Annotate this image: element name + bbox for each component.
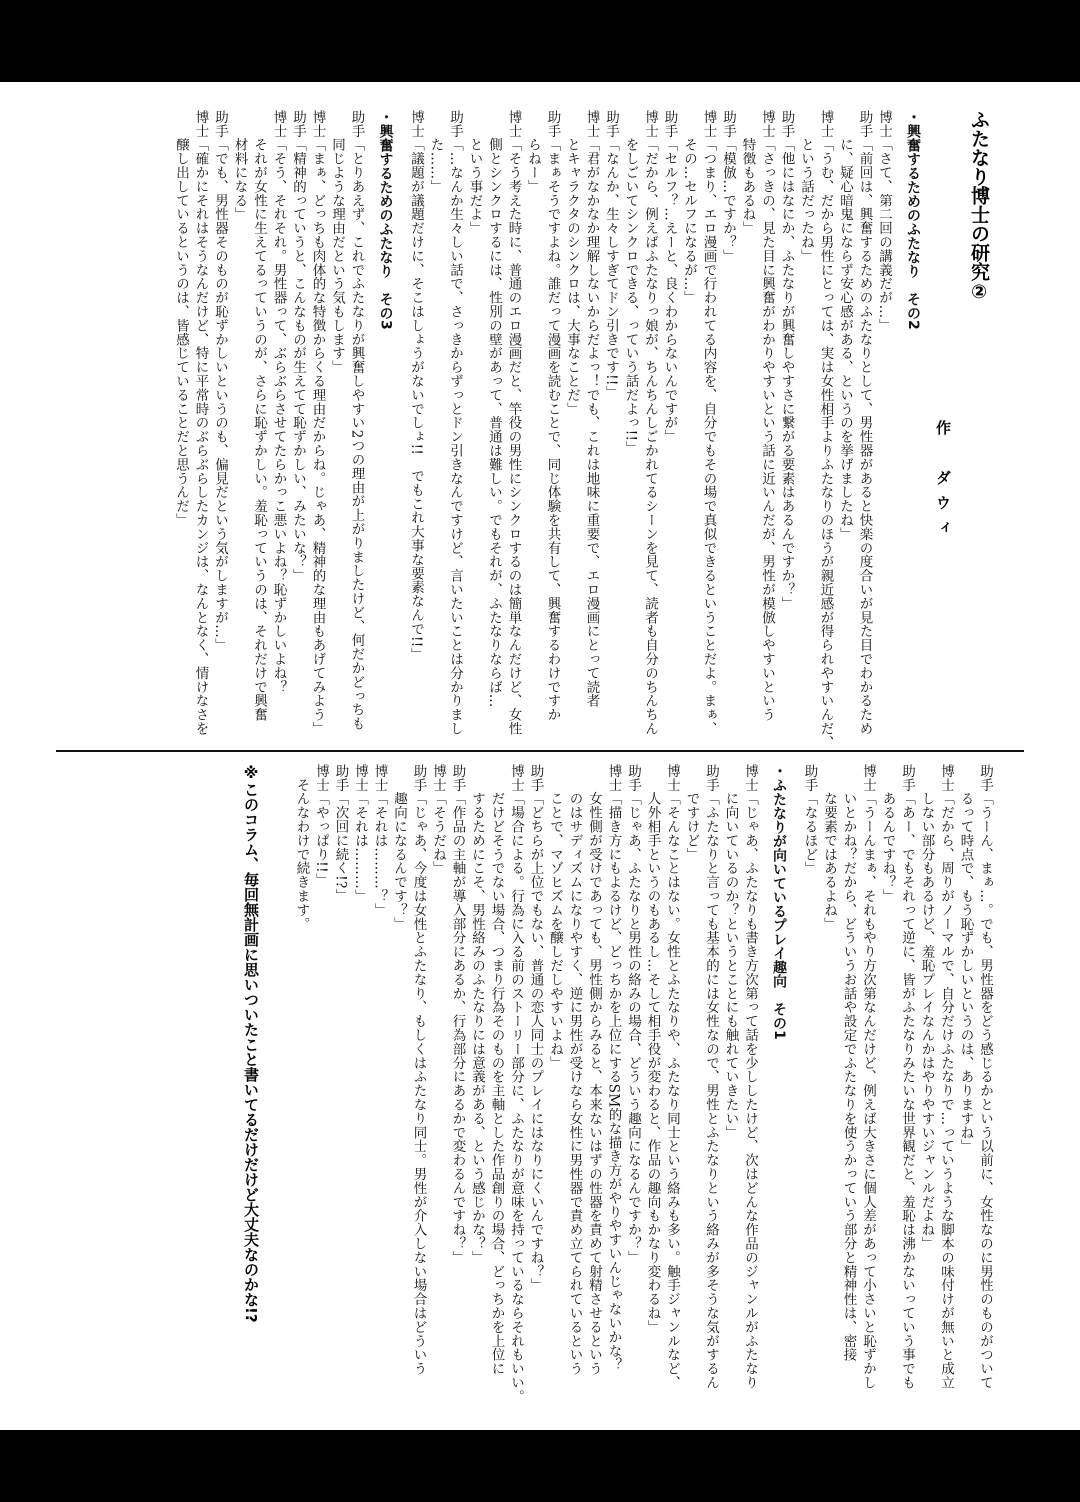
text-line: という話だったね」 bbox=[798, 110, 814, 263]
text-line: 助手「あー、でもそれって逆に、皆がふたなりみたいな世界観だと、羞恥は沸かないっていう事でも bbox=[899, 764, 915, 1390]
text-line: 博士「場合による。行為に入る前のストーリー部分に、ふたなりが意味を持っているならそれもいい。 bbox=[508, 764, 524, 1404]
text-line: それが女性に生えてるっていうのが、さらに恥ずかしい。羞恥っていうのは、それだけで興奮 bbox=[251, 110, 267, 722]
text-line: とキャラクタのシンクロは、大事なことだ」 bbox=[564, 110, 580, 416]
text-line: 助手「作品の主軸が導入部分にあるか、行為部分にあるかで変わるんですね？」 bbox=[449, 764, 466, 1265]
text-line: 博士「確かにそれはそうなんだけど、特に平常時のぶらぶらしたカンジは、なんとなく、情けなさを bbox=[192, 110, 209, 736]
text-line: ことで、マゾヒズムを醸しだしやすいよね」 bbox=[547, 764, 563, 1070]
text-line: 材料になる」 bbox=[231, 110, 248, 222]
text-line: 助手「でも、男性器そのものが恥ずかしいというのも、偏見だという気がしますが…」 bbox=[212, 110, 228, 653]
text-line: 博士「さっきの、見た目に興奮がわかりやすいという話に近いんだが、男性が模倣しやすいという bbox=[759, 110, 775, 722]
text-line: という事だよ」 bbox=[466, 110, 483, 236]
text-line: 助手「精神的っていうと、こんなものが生えてて恥ずかしい、みたいな？」 bbox=[290, 110, 306, 583]
text-line: 人外相手というのもあるし…そして相手役が変わると、作品の趣向もかなり変わるね」 bbox=[644, 764, 661, 1334]
author-credit: 作 ダウィ bbox=[934, 420, 952, 545]
text-line: 博士「さて、第二回の講義だが…」 bbox=[876, 110, 892, 333]
text-line: 助手「なるほど」 bbox=[801, 764, 818, 876]
text-line: 特徴もあるね」 bbox=[739, 110, 756, 236]
text-line: な要素ではあるよね」 bbox=[821, 764, 837, 931]
text-line: しない部分もあるけど、羞恥プレイなんかはやりやすいジャンルだよね」 bbox=[918, 764, 935, 1251]
text-line: 女性側が受けであっても、男性側からみると、本来ないはずの性器を責めて射精させるという bbox=[586, 764, 602, 1376]
footnote: ※このコラム、毎回無計画に思いついたこと書いてるだけだけど大丈夫なのかな!? bbox=[242, 764, 260, 1323]
text-line: だけどそうでない場合、つまり行為そのものを主軸とした作品創りの場合、どっちかを上位に bbox=[488, 764, 505, 1376]
text-line: 博士「そう考えた時に、普通のエロ漫画だと、竿役の男性にシンクロするのは簡単なんだけど、女性 bbox=[505, 110, 522, 736]
text-line: をしごいてシンクロできる、っていう話だよっ!!」 bbox=[622, 110, 639, 456]
section-heading-play: ・ふたなりが向いているプレイ趣向 その1 bbox=[771, 764, 787, 1040]
text-line: 博士「描き方にもよるけど、どっちかを上位にするSM的な描き方がやりやすいんじゃないかな？ bbox=[605, 764, 622, 1372]
text-line: 助手「うーん、まぁ…。でも、男性器をどう感じるかという以前に、女性なのに男性のものがついて bbox=[977, 764, 993, 1390]
text-line: 助手「前回は、興奮するためのふたなりとして、男性器があると快楽の度合いが見た目でわかるため bbox=[856, 110, 873, 736]
text-line: 助手「セルフ？…えーと、良くわからないんですが」 bbox=[661, 110, 678, 444]
text-line: 側とシンクロするには、性別の壁があって、普通は難しい。でもそれが、ふたなりならば… bbox=[486, 110, 502, 708]
top-text-a bbox=[406, 110, 894, 750]
text-line: 博士「つまり、エロ漫画で行われてる内容を、自分でもその場で真似できるということだよ。まぁ、 bbox=[700, 110, 717, 736]
text-line: するためにこそ、男性絡みのふたなりには意義がある、という感じかな？」 bbox=[469, 764, 485, 1265]
article-title-block bbox=[964, 110, 994, 710]
text-line: 助手「じゃあ、ふたなりと男性の絡みの場合、どういう趣向になるんですか？」 bbox=[625, 764, 641, 1265]
text-line: 助手「ふたなりと言っても基本的には女性なので、男性とふたなりという絡みが多そうな気がするん bbox=[703, 764, 719, 1390]
text-line: 助手「まぁそうですよね。誰だって漫画を読むことで、同じ体験を共有して、興奮するわけですか bbox=[544, 110, 561, 722]
text-line: 助手「…なんか生々しい話で、さっきからずっとドン引きなんですけど、言いたいことは分かりまし bbox=[447, 110, 463, 736]
article-title: ふたなり博士の研究② bbox=[968, 110, 990, 303]
text-line: あるんですね？」 bbox=[879, 764, 896, 903]
text-line: 助手「なんか、生々しすぎてドン引きです!!」 bbox=[603, 110, 619, 400]
text-line: 助手「じゃあ、今度は女性とふたなり、もしくはふたなり同士。男性が介入しない場合はどういう bbox=[410, 764, 427, 1376]
text-line: 助手「次回に続く!?」 bbox=[332, 764, 349, 903]
text-line: 博士「やっぱり!!」 bbox=[313, 764, 329, 887]
text-line: いとかね？だから、どういうお話や設定でふたなりを使うかっていう部分と精神性は、密接 bbox=[840, 764, 857, 1362]
text-line: に向いているのか？というとことにも触れていきたい」 bbox=[722, 764, 739, 1140]
text-line: 博士「だから、周りがノーマルで、自分だけふたなりで…っていうような脚本の味付けが無いと成立 bbox=[938, 764, 954, 1390]
document-page bbox=[0, 82, 1080, 1430]
text-line: 助手「どちらが上位でもない、普通の恋人同士のプレイにはなりにくいんですね？」 bbox=[527, 764, 544, 1293]
text-line: らねー」 bbox=[525, 110, 541, 194]
top-text-b bbox=[171, 110, 366, 736]
text-line: 博士「それは………」 bbox=[352, 764, 368, 903]
top-section bbox=[171, 110, 995, 750]
text-line: に、疑心暗鬼にならず安心感がある、というのを挙げましたね」 bbox=[837, 110, 853, 541]
text-line: 博士「そうだね」 bbox=[430, 764, 446, 876]
text-line: 博士「だから、例えばふたなりっ娘が、ちんちんしごかれてるシーンを見て、読者も自分のちんちん bbox=[642, 110, 658, 736]
text-line: そんなわけで続きます。 bbox=[293, 764, 310, 931]
text-line: 博士「君がなかなか理解しないからだよっ！でも、これは地味に重要で、エロ漫画にとって読者 bbox=[583, 110, 600, 708]
text-line: 助手「模倣…ですか？」 bbox=[720, 110, 736, 263]
text-line: その…セルフになるが…」 bbox=[681, 110, 697, 305]
bottom-section bbox=[239, 764, 994, 1404]
text-line: た……」 bbox=[427, 110, 444, 194]
text-line: 博士「まぁ、どっちも肉体的な特徴からくる理由だからね。じゃあ、精神的な理由もあげてみよう」 bbox=[309, 110, 326, 736]
text-line: 博士「うーんまぁ、それもやり方次第なんだけど、例えば大きさに個人差があって小さいと恥ずかし bbox=[860, 764, 876, 1390]
text-line: 博士「そんなことはない。女性とふたなりや、ふたなり同士という絡みも多い。触手ジャンルなど、 bbox=[664, 764, 680, 1390]
text-line: のはサディズムになりやすく、逆に男性が受けなら女性に男性器で責め立てられているという bbox=[566, 764, 583, 1376]
text-line: 醸し出しているというのは、皆感じていることだと思うんだ」 bbox=[173, 110, 189, 527]
section-divider bbox=[56, 750, 1024, 752]
text-line: 同じような理由だという気もします」 bbox=[329, 110, 345, 375]
text-line: 博士「うむ、だから男性にとっては、実は女性相手よりふたなりのほうが親近感が得られやすいんだ、 bbox=[817, 110, 834, 750]
bottom-text-a bbox=[799, 764, 994, 1404]
text-line: 博士「じゃあ、ふたなりも書き方次第って話を少ししたけど、次はどんな作品のジャンルがふたなり bbox=[742, 764, 758, 1390]
text-line: るって時点で、もう恥ずかしいというのは、ありますね」 bbox=[957, 764, 974, 1154]
section-heading-3: ・興奮するためのふたなり その3 bbox=[377, 110, 394, 330]
text-line: 博士「議題が議題だけに、そこはしょうがないでしょ!! でもこれ大事な要素なんで!!」 bbox=[408, 110, 424, 662]
text-line: 助手「他にはなにか、ふたなりが興奮しやすさに繋がる要素はあるんですか？」 bbox=[778, 110, 795, 611]
section-heading-2: ・興奮するためのふたなり その2 bbox=[905, 110, 921, 330]
text-line: ですけど」 bbox=[683, 764, 700, 862]
text-line: 助手「とりあえず、これでふたなりが興奮しやすい2つの理由が上がりましたけど、何だかどっちも bbox=[348, 110, 365, 731]
bottom-text-b bbox=[291, 764, 759, 1404]
text-line: 博士「それは………？」 bbox=[371, 764, 388, 917]
text-line: 趣向になるんです？」 bbox=[391, 764, 407, 931]
text-line: 博士「そう、それそれ。男性器って、ぶらぶらさせてたらかっこ悪いよね？恥ずかしいよね？ bbox=[270, 110, 287, 694]
